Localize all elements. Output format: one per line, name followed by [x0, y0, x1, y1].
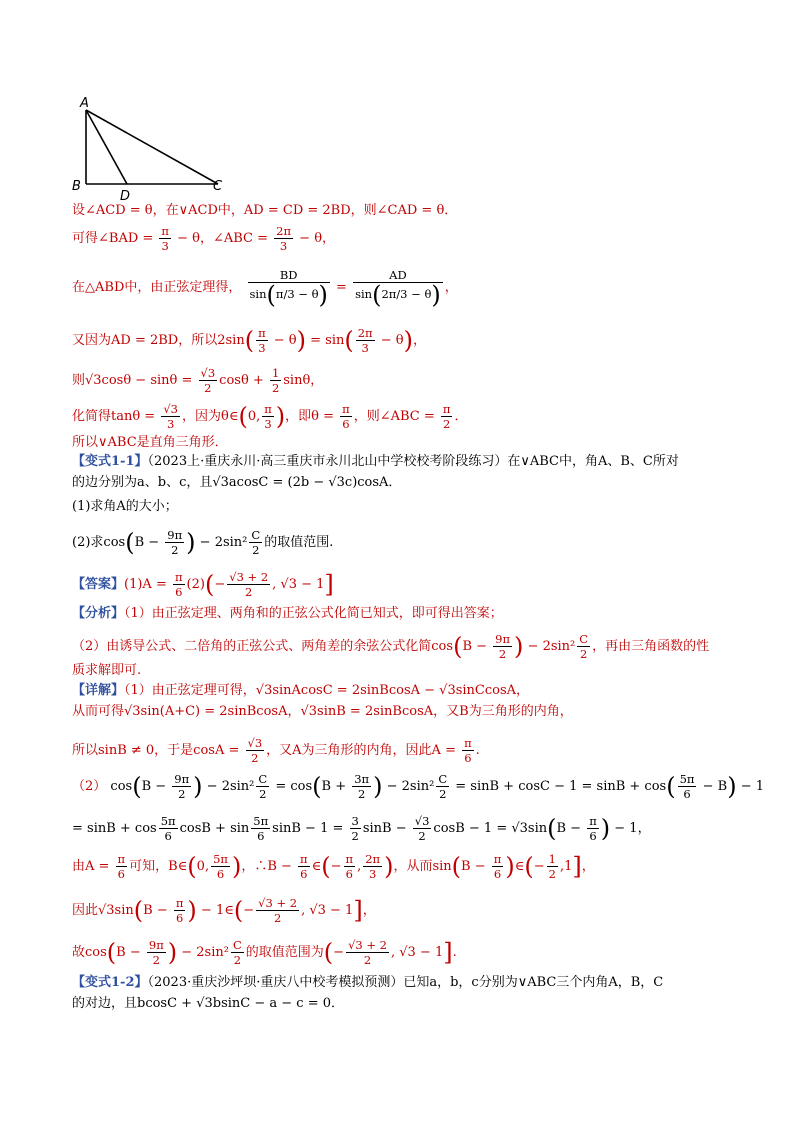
text-line: 由A = $\frac{\pi}{6}$ 可知，B∈(0, $\frac{5\pi}{6}$ )，∴B − $\frac{\pi}{6}$ ∈(− $\frac{\pi}{6}$ , $\frac{2\pi}{3}$ )，从而sin(B − $\frac{\pi}{6}$ )∈(− $\frac{1}{2}$ ,1]，: [72, 852, 595, 881]
text-line: （2） cos(B − $\frac{9\pi}{2}$ ) − 2sin² $\frac{C}{2}$ = cos(B + $\frac{3\pi}{2}$ ) − 2sin² $\frac{C}{2}$ = sinB + cosC − 1 = sinB + cos( $\frac{5\pi}{6}$ − B) − 1: [72, 772, 764, 801]
text-line: 设∠ACD = θ，在∨ACD中，AD = CD = 2BD，则∠CAD = θ．: [72, 203, 458, 218]
question-1: (1)求角A的大小；: [72, 499, 178, 514]
text-line: 又因为AD = 2BD，所以2sin( $\frac{\pi}{3}$ − θ) = sin( $\frac{2\pi}{3}$ − θ)，: [72, 326, 426, 355]
text-line: 的对边，且bcosC + √3bsinC − a − c = 0．: [72, 996, 345, 1011]
text-line: 的边分别为a、b、c，且√3acosC = (2b − √3c)cosA．: [72, 475, 402, 490]
triangle-figure: [70, 92, 240, 200]
text-line: 因此√3sin(B − $\frac{\pi}{6}$ ) − 1∈(− $\frac{√3 + 2}{2}$ , √3 − 1]，: [72, 896, 376, 925]
text-line: 化简得tanθ = $\frac{√3}{3}$ ，因为θ∈(0, $\frac{\pi}{3}$ )，即θ = $\frac{\pi}{6}$ ，则∠ABC = $\frac{\pi}{2}$ ．: [72, 402, 468, 431]
text-line: 可得∠BAD = $\frac{\pi}{3}$ − θ，∠ABC = $\frac{2\pi}{3}$ − θ，: [72, 224, 336, 253]
vertex-label-b: B: [72, 179, 81, 194]
text-line: 从而可得√3sin(A+C) = 2sinBcosA，√3sinB = 2sinBcosA，又B为三角形的内角，: [72, 704, 573, 719]
text-line: 所以∨ABC是直角三角形．: [72, 435, 228, 450]
text-line: 在△ABD中，由正弦定理得， $\frac{BD}{\sin(\pi/3 - \theta)}$ = $\frac{AD}{\sin(2\pi/3 - \theta)}$ ，: [72, 268, 458, 309]
answer-line: 【答案】(1)A = $\frac{\pi}{6}$ (2)(− $\frac{√3 + 2}{2}$ , √3 − 1]: [72, 570, 334, 599]
text-line: 故cos(B − $\frac{9\pi}{2}$ ) − 2sin² $\frac{C}{2}$ 的取值范围为(− $\frac{√3 + 2}{2}$ , √3 − 1].: [72, 938, 457, 967]
text-line: （2）由诱导公式、二倍角的正弦公式、两角差的余弦公式化简cos(B − $\frac{9\pi}{2}$ ) − 2sin² $\frac{C}{2}$ ，再由三角函数的性: [72, 632, 710, 661]
vertex-label-a: A: [80, 96, 89, 111]
vertex-label-c: C: [213, 179, 223, 194]
text-line: 则√3cosθ − sinθ = $\frac{√3}{2}$ cosθ + $\frac{1}{2}$ sinθ，: [72, 366, 324, 395]
text-line: 质求解即可.: [72, 663, 142, 678]
question-2: (2)求cos(B − $\frac{9\pi}{2}$ ) − 2sin² $\frac{C}{2}$ 的取值范围.: [72, 528, 334, 557]
variant-1-2-header: 【变式1-2】（2023·重庆沙坪坝·重庆八中校考模拟预测）已知a，b，c分别为∨ABC三个内角A，B，C: [72, 975, 664, 990]
text-line: 所以sinB ≠ 0，于是cosA = $\frac{√3}{2}$ ，又A为三角形的内角，因此A = $\frac{\pi}{6}$ .: [72, 736, 480, 765]
vertex-label-d: D: [120, 189, 131, 200]
text-line: = sinB + cos $\frac{5\pi}{6}$ cosB + sin $\frac{5\pi}{6}$ sinB − 1 = $\frac{3}{2}$ sinB − $\frac{√3}{2}$ cosB − 1 = √3sin(B − $\frac{\pi}{6}$ ) − 1，: [72, 814, 651, 843]
variant-1-1-header: 【变式1-1】（2023上·重庆永川·高三重庆市永川北山中学校校考阶段练习）在∨ABC中，角A、B、C所对: [72, 454, 679, 469]
detail-line: 【详解】（1）由正弦定理可得，√3sinAcosC = 2sinBcosA − √3sinCcosA，: [72, 683, 530, 698]
analysis-line: 【分析】（1）由正弦定理、两角和的正弦公式化简已知式，即可得出答案；: [72, 606, 503, 621]
